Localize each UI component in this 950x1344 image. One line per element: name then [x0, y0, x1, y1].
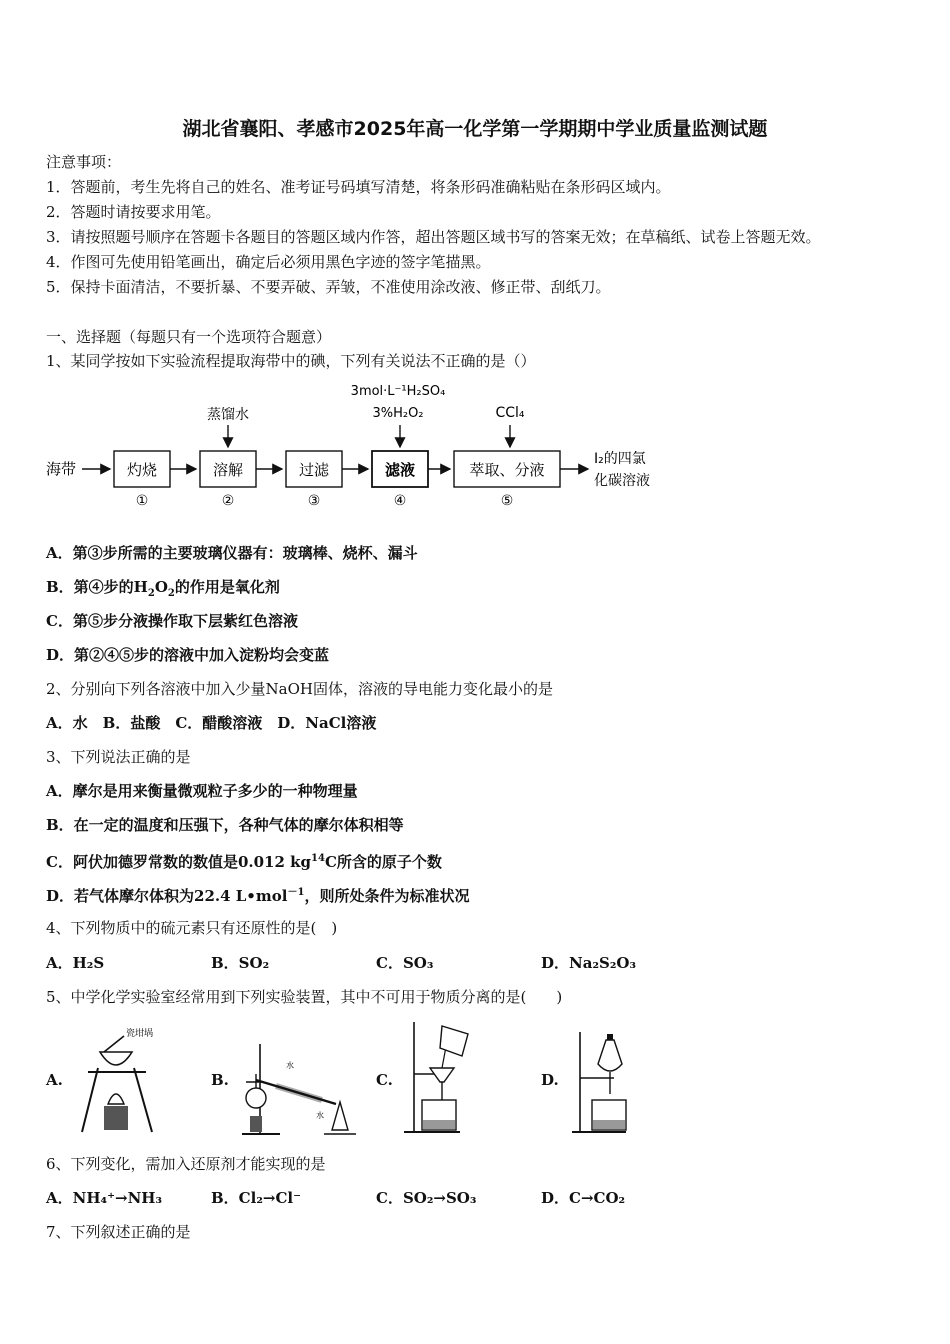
page-title: 湖北省襄阳、孝感市2025年高一化学第一学期期中学业质量监测试题	[182, 118, 768, 140]
flow-step-label: 滤液	[384, 461, 416, 479]
notice-heading: 注意事项：	[46, 153, 122, 171]
question-7-stem: 7、下列叙述正确的是	[46, 1223, 191, 1241]
flow-step-number: ⑤	[500, 493, 514, 509]
q4-option-c: C．SO₃	[376, 954, 434, 972]
q3-option-b: B．在一定的温度和压强下，各种气体的摩尔体积相等	[46, 816, 404, 834]
question-1-stem: 1、某同学按如下实验流程提取海带中的碘，下列有关说法不正确的是（）	[46, 352, 536, 370]
q1-option-a: A．第③步所需的主要玻璃仪器有：玻璃棒、烧杯、漏斗	[46, 544, 418, 562]
question-6-stem: 6、下列变化，需加入还原剂才能实现的是	[46, 1155, 326, 1173]
notice-item: 3．请按照题号顺序在答题卡各题目的答题区域内作答，超出答题区域书写的答案无效；在草稿纸、试卷上答题无效。	[46, 228, 821, 246]
flow-step-label: 灼烧	[126, 461, 158, 479]
flow-step-number: ④	[393, 493, 407, 509]
q4-option-b: B．SO₂	[211, 954, 270, 972]
section-heading: 一、选择题（每题只有一个选项符合题意）	[46, 328, 332, 346]
q3-option-a: A．摩尔是用来衡量微观粒子多少的一种物理量	[46, 782, 358, 800]
question-3-stem: 3、下列说法正确的是	[46, 748, 191, 766]
crucible-apparatus	[74, 1022, 164, 1137]
q5-label-a: A.	[46, 1071, 63, 1089]
flow-step-label: 萃取、分液	[469, 461, 545, 479]
reagent-label: 3%H₂O₂	[372, 406, 424, 421]
q4-option-a: A．H₂S	[46, 954, 105, 972]
flow-step-number: ②	[221, 493, 235, 509]
iodine-flow-diagram	[40, 375, 680, 515]
filtration-apparatus	[402, 1016, 477, 1138]
q3-option-c: C．阿伏加德罗常数的数值是0.012 $kg^{14}C$所含的原子个数	[46, 853, 442, 871]
flow-end: I₂的四氯	[594, 451, 646, 467]
flow-step-label: 溶解	[212, 461, 244, 479]
distillation-apparatus	[236, 1040, 361, 1140]
q6-option-c: C．SO₂→SO₃	[376, 1189, 477, 1207]
reagent-label: 蒸馏水	[207, 407, 249, 423]
q4-option-d: D．Na₂S₂O₃	[541, 954, 637, 972]
q6-option-a: A．NH₄⁺→NH₃	[46, 1189, 163, 1207]
water-label: 水	[286, 1061, 294, 1070]
question-4-stem: 4、下列物质中的硫元素只有还原性的是( )	[46, 919, 338, 937]
reagent-label: CCl₄	[495, 405, 525, 421]
q5-label-d: D.	[541, 1071, 559, 1089]
notice-item: 1．答题前，考生先将自己的姓名、准考证号码填写清楚，将条形码准确粘贴在条形码区域内。	[46, 178, 671, 196]
water-label: 水	[316, 1111, 324, 1120]
flow-step-label: 过滤	[298, 461, 330, 479]
crucible-label: 瓷坩埚	[126, 1029, 154, 1039]
q5-label-c: C.	[376, 1071, 393, 1089]
flow-step-number: ①	[135, 493, 149, 509]
q1-option-c: C．第⑤步分液操作取下层紫红色溶液	[46, 612, 298, 630]
q2-options: A．水 B．盐酸 C．醋酸溶液 D．NaCl溶液	[46, 714, 377, 732]
q3-option-d: D．若气体摩尔体积为22.4 L•mol$^{-1}$，则所处条件为标准状况	[46, 887, 470, 905]
notice-item: 5．保持卡面清洁，不要折暴、不要弄破、弄皱，不准使用涂改液、修正带、刮纸刀。	[46, 278, 611, 296]
separatory-funnel-apparatus	[570, 1026, 640, 1138]
flow-step-number: ③	[307, 493, 321, 509]
flow-start: 海带	[46, 460, 77, 478]
flow-end: 化碳溶液	[594, 473, 650, 489]
q6-option-b: B．Cl₂→Cl⁻	[211, 1189, 302, 1207]
question-2-stem: 2、分别向下列各溶液中加入少量NaOH固体，溶液的导电能力变化最小的是	[46, 680, 553, 698]
q6-option-d: D．C→CO₂	[541, 1189, 626, 1207]
reagent-label: 3mol·L⁻¹H₂SO₄	[350, 384, 446, 399]
notice-item: 4．作图可先使用铅笔画出，确定后必须用黑色字迹的签字笔描黑。	[46, 253, 491, 271]
q1-option-d: D．第②④⑤步的溶液中加入淀粉均会变蓝	[46, 646, 330, 664]
question-5-stem: 5、中学化学实验室经常用到下列实验装置，其中不可用于物质分离的是( )	[46, 988, 563, 1006]
notice-item: 2．答题时请按要求用笔。	[46, 203, 221, 221]
q5-label-b: B.	[211, 1071, 229, 1089]
q1-option-b: B．第④步的$H_2O_2$的作用是氧化剂	[46, 578, 280, 599]
